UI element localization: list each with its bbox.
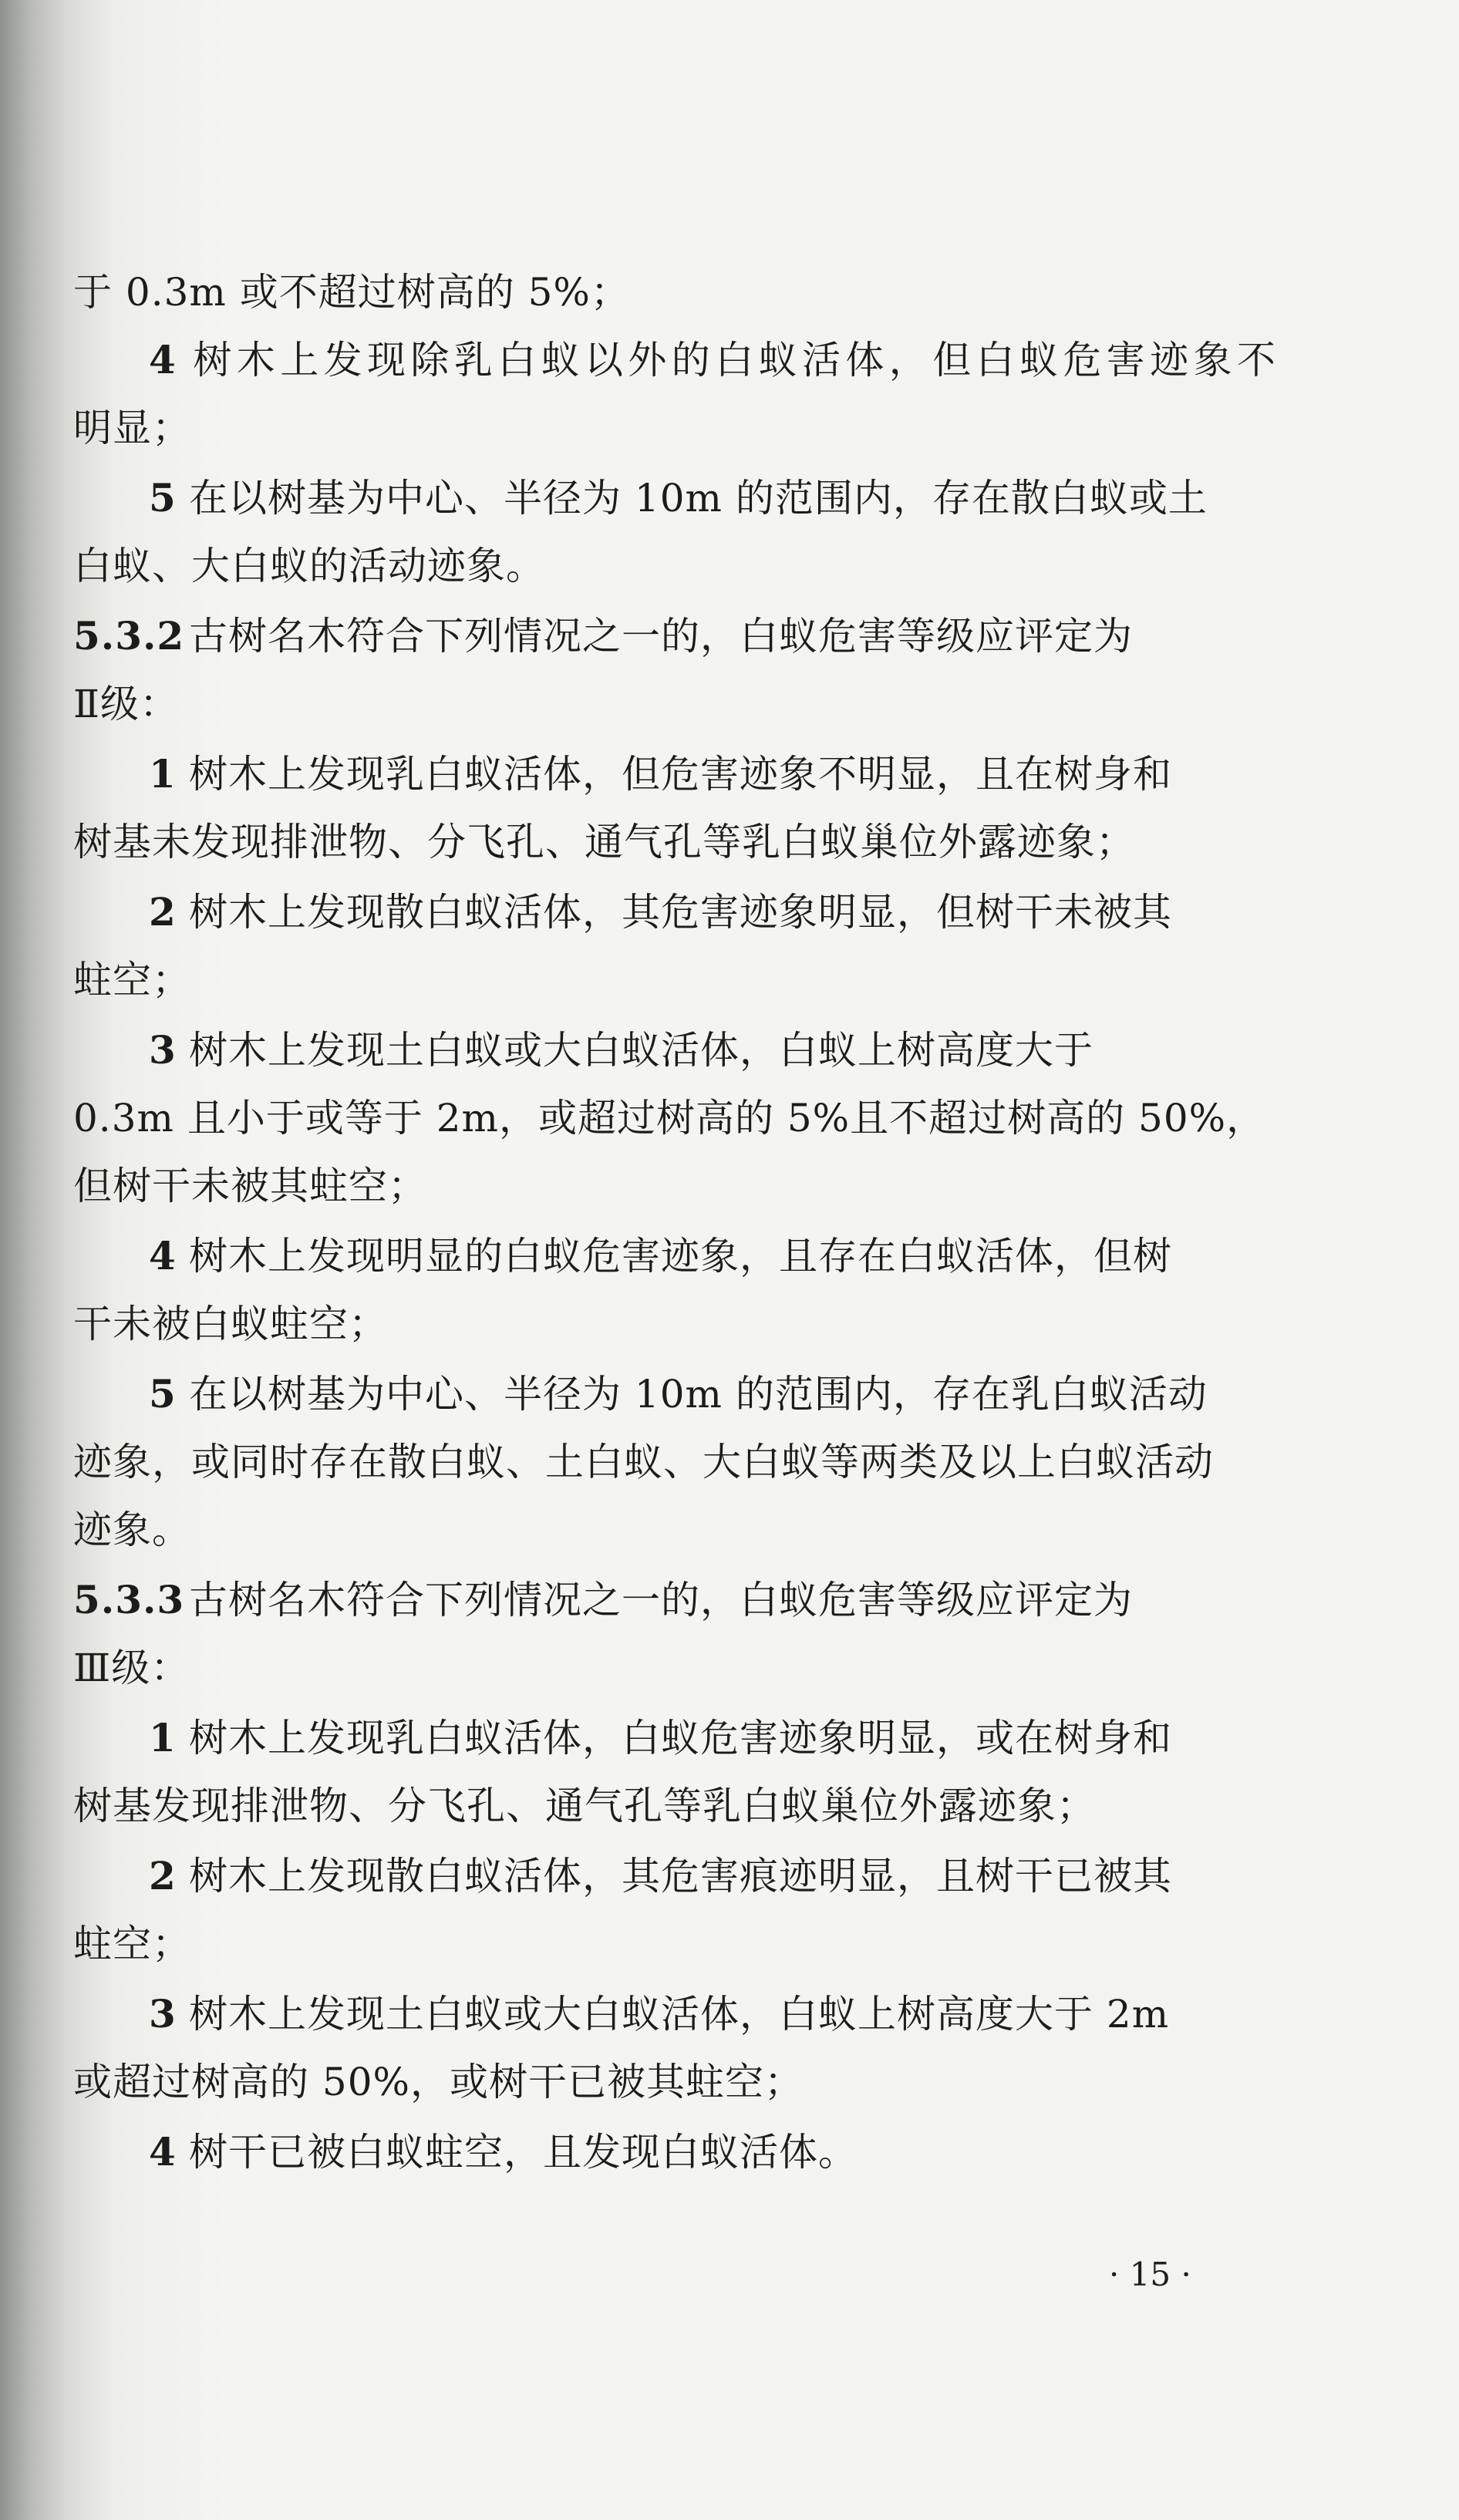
text-line: 在以树基为中心、半径为 10m 的范围内，存在乳白蚁活动 (189, 1372, 1208, 1417)
text-line: 蛀空； (73, 1922, 191, 1966)
list-item (73, 1842, 1276, 1978)
item-number: 4 (149, 337, 177, 382)
item-number: 5 (149, 1371, 177, 1417)
text-line: 于 0.3m 或不超过树高的 5%； (73, 270, 630, 315)
text-line: 但树干未被其蛀空； (73, 1164, 427, 1208)
text-line: 树木上发现乳白蚁活体，但危害迹象不明显，且在树身和 (189, 752, 1172, 797)
list-item (73, 2118, 1276, 2186)
page-number: · 15 · (1109, 2256, 1191, 2293)
section-heading-text: 古树名木符合下列情况之一的，白蚁危害等级应评定为 (189, 1578, 1133, 1622)
text-line: 干未被白蚁蛀空； (73, 1302, 388, 1346)
text-line: 树基未发现排泄物、分飞孔、通气孔等乳白蚁巢位外露迹象； (73, 820, 1135, 864)
text-line: 树木上发现土白蚁或大白蚁活体，白蚁上树高度大于 (189, 1028, 1093, 1073)
section-heading-text: 古树名木符合下列情况之一的，白蚁危害等级应评定为 (189, 614, 1133, 659)
text-line: 0.3m 且小于或等于 2m，或超过树高的 5%且不超过树高的 50%， (73, 1096, 1266, 1140)
text-line: 树基发现排泄物、分飞孔、通气孔等乳白蚁巢位外露迹象； (73, 1784, 1096, 1828)
text-line: 树木上发现土白蚁或大白蚁活体，白蚁上树高度大于 2m (189, 1992, 1170, 2037)
text-line: 在以树基为中心、半径为 10m 的范围内，存在散白蚁或土 (189, 476, 1208, 521)
text-line: 树木上发现除乳白蚁以外的白蚁活体，但白蚁危害迹象不 (189, 338, 1276, 382)
item-number: 2 (149, 889, 177, 935)
text-line: 迹象。 (73, 1508, 191, 1552)
text-line: 树木上发现明显的白蚁危害迹象，且存在白蚁活体，但树 (189, 1234, 1172, 1279)
text-line: 树干已被白蚁蛀空，且发现白蚁活体。 (189, 2130, 858, 2175)
item-number: 1 (149, 751, 177, 797)
list-item (73, 464, 1276, 600)
list-item (73, 740, 1276, 876)
section-5-3-2 (73, 602, 1276, 738)
section-5-3-3 (73, 1566, 1276, 1702)
text-line: 树木上发现散白蚁活体，其危害痕迹明显，且树干已被其 (189, 1854, 1172, 1898)
list-item (73, 1704, 1276, 1840)
body-text (73, 258, 1276, 2188)
section-number: 5.3.3 (73, 1577, 185, 1622)
item-number: 5 (149, 475, 177, 521)
list-item (73, 326, 1276, 462)
item-number: 4 (149, 2129, 177, 2175)
item-number: 2 (149, 1853, 177, 1898)
text-line: 树木上发现乳白蚁活体，白蚁危害迹象明显，或在树身和 (189, 1716, 1172, 1760)
item-number: 4 (149, 1233, 177, 1279)
item-number: 3 (149, 1991, 177, 2037)
item-number: 1 (149, 1715, 177, 1760)
text-line: Ⅲ级： (73, 1646, 190, 1690)
text-line: 明显； (73, 406, 191, 450)
list-item (73, 878, 1276, 1014)
item-number: 3 (149, 1027, 177, 1073)
text-line: 或超过树高的 50%，或树干已被其蛀空； (73, 2060, 804, 2104)
text-line: Ⅱ级： (73, 682, 179, 726)
text-line: 迹象，或同时存在散白蚁、土白蚁、大白蚁等两类及以上白蚁活动 (73, 1440, 1214, 1484)
text-line: 白蚁、大白蚁的活动迹象。 (73, 544, 545, 588)
list-item (73, 1360, 1276, 1564)
list-item (73, 1222, 1276, 1358)
text-line: 蛀空； (73, 958, 191, 1002)
section-number: 5.3.2 (73, 613, 185, 659)
text-line: 树木上发现散白蚁活体，其危害迹象明显，但树干未被其 (189, 890, 1172, 935)
list-item (73, 1980, 1276, 2116)
list-item (73, 1016, 1276, 1220)
